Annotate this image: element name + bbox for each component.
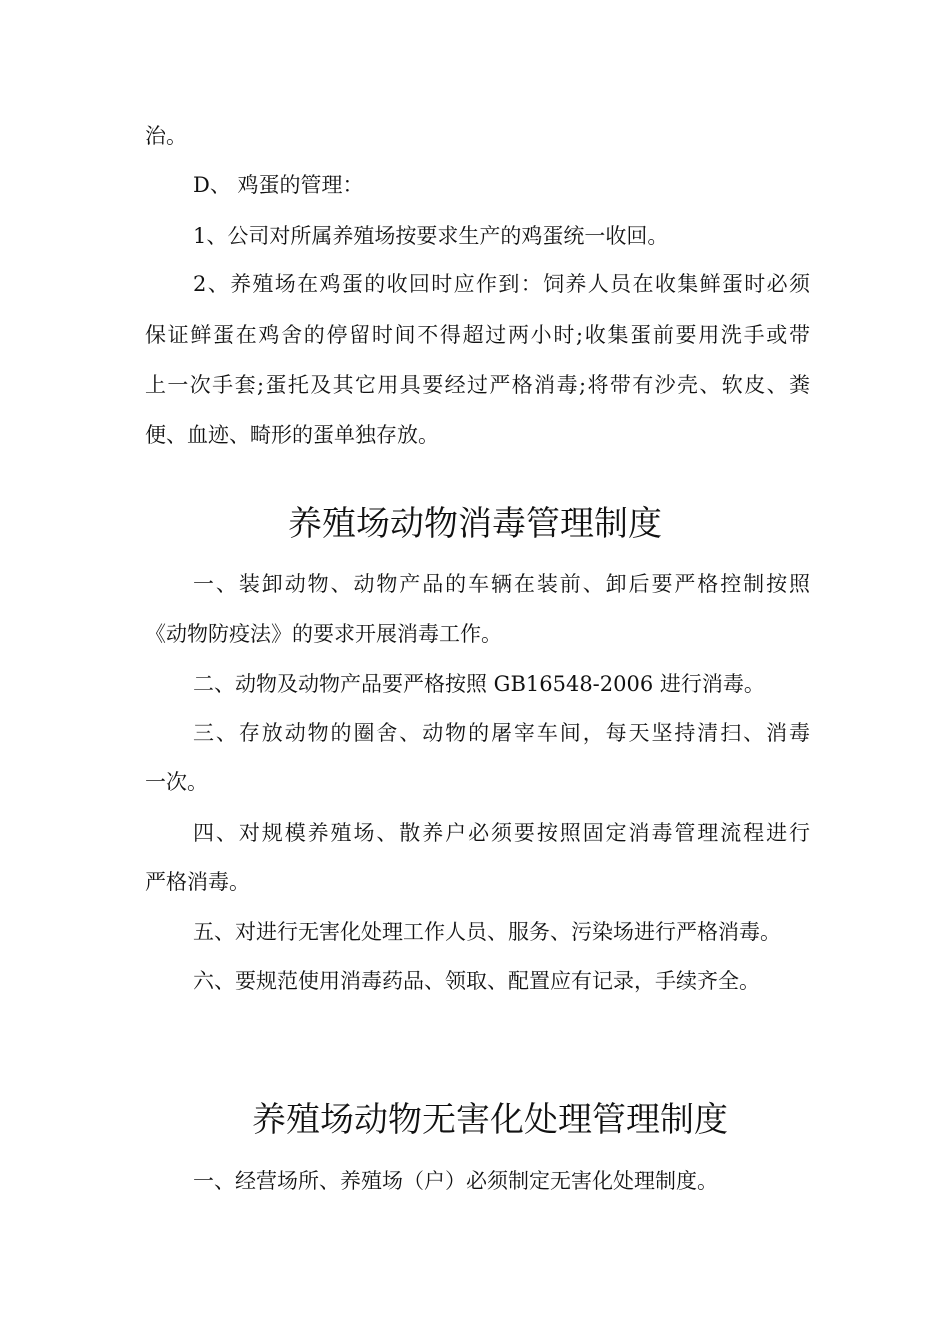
egg-item-2-line: 便、血迹、畸形的蛋单独存放。 (145, 423, 439, 447)
paragraph-continuation: 治。 (145, 124, 187, 148)
disinfection-item-5: 五、对进行无害化处理工作人员、服务、污染场进行严格消毒。 (193, 920, 781, 944)
disinfection-item-1-line: 《动物防疫法》的要求开展消毒工作。 (145, 622, 502, 646)
disinfection-item-6: 六、要规范使用消毒药品、领取、配置应有记录，手续齐全。 (193, 969, 760, 993)
egg-item-2-line: 保证鲜蛋在鸡舍的停留时间不得超过两小时;收集蛋前要用洗手或带 (145, 323, 810, 347)
disinfection-item-2: 二、动物及动物产品要严格按照 GB16548-2006 进行消毒。 (193, 672, 765, 696)
egg-section-heading: D、 鸡蛋的管理： (193, 173, 364, 197)
harmless-treatment-title: 养殖场动物无害化处理管理制度 (252, 1100, 728, 1140)
disinfection-item-4-line: 严格消毒。 (145, 870, 250, 894)
disinfection-title: 养殖场动物消毒管理制度 (288, 504, 662, 544)
disinfection-item-4-line: 四、对规模养殖场、散养户必须要按照固定消毒管理流程进行 (193, 821, 810, 845)
egg-item-1: 1、公司对所属养殖场按要求生产的鸡蛋统一收回。 (193, 224, 669, 248)
harmless-item-1: 一、经营场所、养殖场（户）必须制定无害化处理制度。 (193, 1169, 718, 1193)
egg-item-2-line: 2、养殖场在鸡蛋的收回时应作到：饲养人员在收集鲜蛋时必须 (193, 272, 810, 296)
disinfection-item-1-line: 一、装卸动物、动物产品的车辆在装前、卸后要严格控制按照 (193, 572, 810, 596)
disinfection-item-3-line: 三、存放动物的圈舍、动物的屠宰车间，每天坚持清扫、消毒 (193, 721, 810, 745)
disinfection-item-3-line: 一次。 (145, 770, 208, 794)
egg-item-2-line: 上一次手套;蛋托及其它用具要经过严格消毒;将带有沙壳、软皮、粪 (145, 373, 810, 397)
